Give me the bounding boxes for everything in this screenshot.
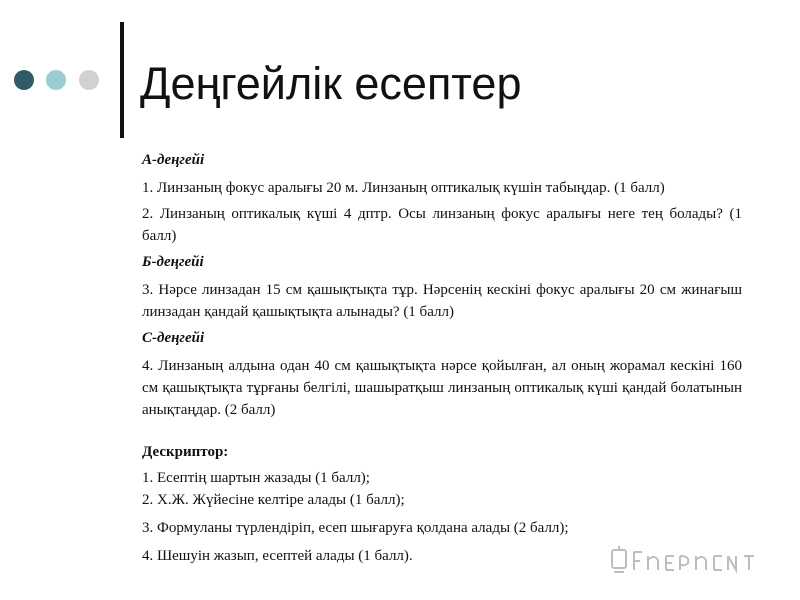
task-1: 1. Линзаның фокус аралығы 20 м. Линзаның оптикалық күшін табыңдар. (1 балл) [142, 180, 665, 196]
level-b-heading: Б-деңгейі [142, 254, 204, 270]
descriptor-item-1: 1. Есептің шартын жазады (1 балл); [142, 470, 370, 486]
level-a-heading: А-деңгейі [142, 152, 205, 168]
slide-title: Деңгейлік есептер [140, 58, 522, 109]
descriptor-item-4: 4. Шешуін жазып, есептей алады (1 балл). [142, 548, 413, 564]
task-3: 3. Нәрсе линзадан 15 см қашықтықта тұр. Нәрсенің кескіні фокус аралығы 20 см жинағыш линзадан қандай қашықтықта алынады? (1 балл) [142, 282, 742, 320]
descriptor-title: Дескриптор: [142, 444, 229, 460]
gray-dot-icon [79, 70, 99, 90]
task-2: 2. Линзаның оптикалық күші 4 дптр. Осы линзаның фокус аралығы неге тең болады? (1 балл) [142, 206, 742, 244]
task-4: 4. Линзаның алдына одан 40 см қашықтықта нәрсе қойылған, ал оның жорамал кескіні 160 см қашықтықта тұрғаны белгілі, шашыратқыш линзаның оптикалық күші қандай болатынын анықтаңдар. (2 балл) [142, 358, 742, 418]
slide-body [142, 149, 742, 567]
level-c-heading: С-деңгейі [142, 330, 205, 346]
dark-teal-dot-icon [14, 70, 34, 90]
watermark-logo-icon [608, 542, 768, 578]
descriptor-item-3: 3. Формуланы түрлендіріп, есеп шығаруға қолдана алады (2 балл); [142, 520, 569, 536]
descriptor-item-2: 2. Х.Ж. Жүйесіне келтіре алады (1 балл); [142, 492, 405, 508]
title-divider-bar [120, 22, 124, 138]
decorative-dots [0, 0, 120, 120]
light-teal-dot-icon [46, 70, 66, 90]
